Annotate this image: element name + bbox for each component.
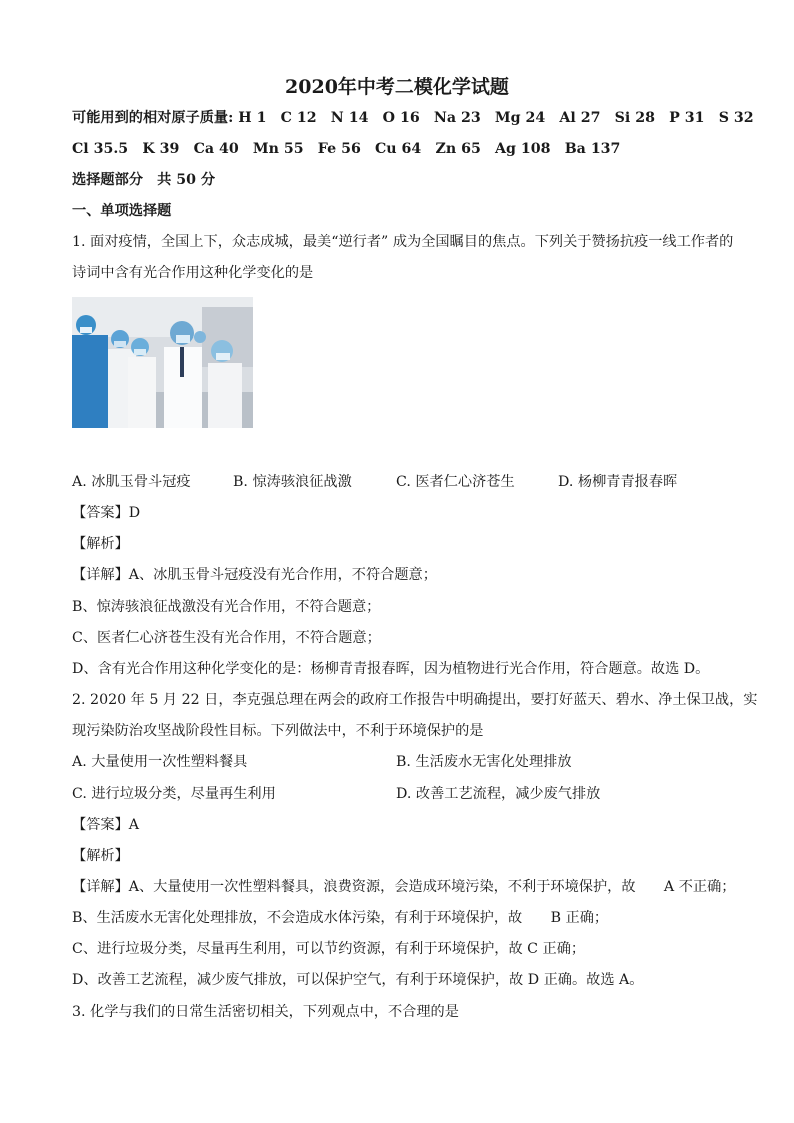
q1-stem-line-2: 诗词中含有光合作用这种化学变化的是 <box>72 265 314 281</box>
q1-detail-4: D、含有光合作用这种化学变化的是：杨柳青青报春晖，因为植物进行光合作用，符合题意。故选 D。 <box>72 661 710 677</box>
q1-detail-2: B、惊涛骇浪征战激没有光合作用，不符合题意； <box>72 599 381 615</box>
q3-stem-line-1: 3. 化学与我们的日常生活密切相关，下列观点中，不合理的是 <box>72 1004 459 1020</box>
q1-option-c: C. 医者仁心济苍生 <box>396 474 515 490</box>
q2-detail-1: 【详解】A、大量使用一次性塑料餐具，浪费资源，会造成环境污染，不利于环境保护，故 A 不正确； <box>72 879 736 895</box>
q1-stem-line-1: 1. 面对疫情，全国上下，众志成城，最美“逆行者” 成为全国瞩目的焦点。下列关于赞扬抗疫一线工作者的 <box>72 234 734 250</box>
medical-staff-photo <box>72 297 253 428</box>
q1-option-d: D. 杨柳青青报春晖 <box>558 474 678 490</box>
atomic-mass-line-1: 可能用到的相对原子质量: H 1 C 12 N 14 O 16 Na 23 Mg 24 Al 27 Si 28 P 31 S 32 <box>72 110 754 126</box>
q2-option-b: B. 生活废水无害化处理排放 <box>396 754 572 770</box>
q2-option-d: D. 改善工艺流程，减少废气排放 <box>396 786 601 802</box>
q1-analysis: 【解析】 <box>72 536 129 552</box>
q2-option-c: C. 进行垃圾分类，尽量再生利用 <box>72 786 276 802</box>
q2-answer: 【答案】A <box>72 817 139 833</box>
q1-detail-1: 【详解】A、冰肌玉骨斗冠疫没有光合作用，不符合题意； <box>72 567 437 583</box>
part-header: 一、单项选择题 <box>72 203 172 219</box>
q2-stem-line-2: 现污染防治攻坚战阶段性目标。下列做法中，不利于环境保护的是 <box>72 723 484 739</box>
atomic-mass-line-2: Cl 35.5 K 39 Ca 40 Mn 55 Fe 56 Cu 64 Zn 65 Ag 108 Ba 137 <box>72 141 621 157</box>
q2-stem-line-1: 2. 2020 年 5 月 22 日，李克强总理在两会的政府工作报告中明确提出，要打好蓝天、碧水、净土保卫战，实 <box>72 692 758 708</box>
q2-detail-4: D、改善工艺流程，减少废气排放，可以保护空气，有利于环境保护，故 D 正确。故选 A。 <box>72 972 644 988</box>
q1-answer: 【答案】D <box>72 505 141 521</box>
page-title: 2020年中考二模化学试题 <box>285 76 509 98</box>
q2-detail-2: B、生活废水无害化处理排放，不会造成水体污染，有利于环境保护，故 B 正确； <box>72 910 609 926</box>
q2-analysis: 【解析】 <box>72 848 129 864</box>
q1-option-b: B. 惊涛骇浪征战激 <box>233 474 352 490</box>
q2-option-a: A. 大量使用一次性塑料餐具 <box>72 754 248 770</box>
section-header: 选择题部分 共 50 分 <box>72 172 216 188</box>
q2-detail-3: C、进行垃圾分类，尽量再生利用，可以节约资源，有利于环境保护，故 C 正确； <box>72 941 586 957</box>
q1-option-a: A. 冰肌玉骨斗冠疫 <box>72 474 191 490</box>
q1-detail-3: C、医者仁心济苍生没有光合作用，不符合题意； <box>72 630 381 646</box>
